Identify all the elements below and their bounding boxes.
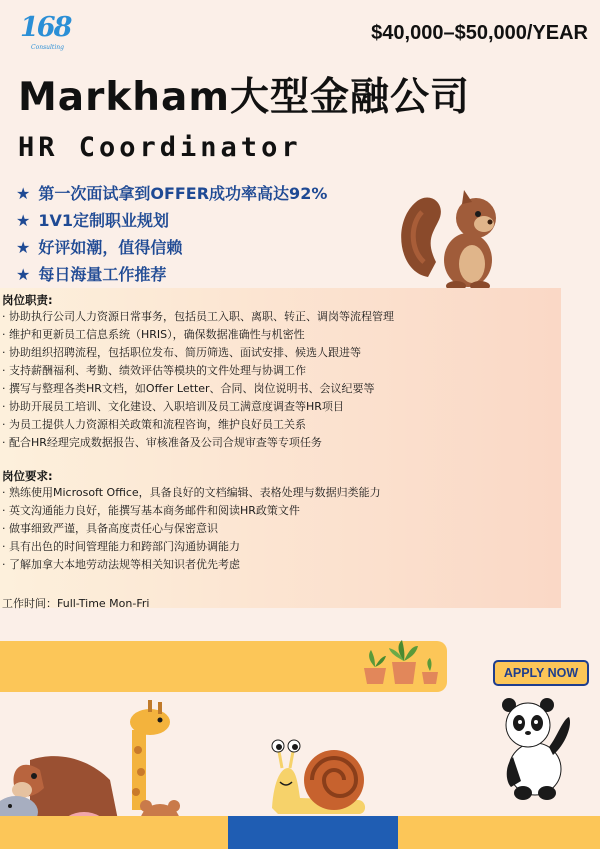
salary-range: $40,000–$50,000/YEAR [371, 22, 588, 44]
highlight-item: ★ 好评如潮，值得信赖 [16, 238, 183, 257]
requirement-item: · 熟练使用Microsoft Office，具备良好的文档编辑、表格处理与数据归类能力 [2, 486, 381, 499]
requirements-list [2, 484, 561, 574]
footer-bar-left [0, 816, 228, 849]
highlights-list [16, 180, 327, 288]
company-logo [14, 12, 74, 56]
duties-title: 岗位职责: [2, 293, 53, 307]
company-title: Markham大型金融公司 [18, 75, 471, 120]
duty-item: · 配合HR经理完成数据报告、审核准备及公司合规审查等专项任务 [2, 436, 322, 449]
duty-item: · 撰写与整理各类HR文档，如Offer Letter、合同、岗位说明书、会议纪要等 [2, 382, 375, 395]
duty-item: · 协助开展员工培训、文化建设、入职培训及员工满意度调查等HR项目 [2, 400, 344, 413]
requirement-item: · 做事细致严谨，具备高度责任心与保密意识 [2, 522, 218, 535]
panda-illustration [495, 695, 577, 801]
work-time: 工作时间：Full-Time Mon-Fri [2, 597, 150, 610]
highlight-item: ★ 每日海量工作推荐 [16, 265, 167, 284]
footer-bar-middle [228, 816, 398, 849]
highlight-item: ★ 1V1定制职业规划 [16, 211, 169, 230]
star-icon: ★ [16, 184, 31, 203]
potted-plants-illustration [362, 640, 442, 690]
logo-subtitle: Consulting [31, 44, 64, 51]
star-icon: ★ [16, 238, 31, 257]
duty-item: · 协助执行公司人力资源日常事务，包括员工入职、离职、转正、调岗等流程管理 [2, 310, 394, 323]
footer-bar-right [398, 816, 600, 849]
requirement-item: · 具有出色的时间管理能力和跨部门沟通协调能力 [2, 540, 240, 553]
job-title: HR Coordinator [18, 132, 302, 163]
star-icon: ★ [16, 265, 31, 284]
job-details-panel [0, 288, 561, 608]
apply-now-button[interactable]: APPLY NOW [493, 660, 589, 686]
highlight-item: ★ 第一次面试拿到OFFER成功率高达92% [16, 184, 328, 203]
duties-list [2, 308, 561, 452]
duty-item: · 协助组织招聘流程，包括职位发布、简历筛选、面试安排、候选人跟进等 [2, 346, 361, 359]
duty-item: · 为员工提供人力资源相关政策和流程咨询，维护良好员工关系 [2, 418, 306, 431]
logo-number: 168 [20, 12, 71, 43]
requirements-title: 岗位要求: [2, 469, 53, 483]
requirement-item: · 英文沟通能力良好，能撰写基本商务邮件和阅读HR政策文件 [2, 504, 300, 517]
duty-item: · 支持薪酬福利、考勤、绩效评估等模块的文件处理与协调工作 [2, 364, 306, 377]
squirrel-illustration [398, 182, 506, 292]
star-icon: ★ [16, 211, 31, 230]
requirement-item: · 了解加拿大本地劳动法规等相关知识者优先考虑 [2, 558, 240, 571]
duty-item: · 维护和更新员工信息系统（HRIS），确保数据准确性与机密性 [2, 328, 305, 341]
snail-illustration [268, 738, 378, 818]
